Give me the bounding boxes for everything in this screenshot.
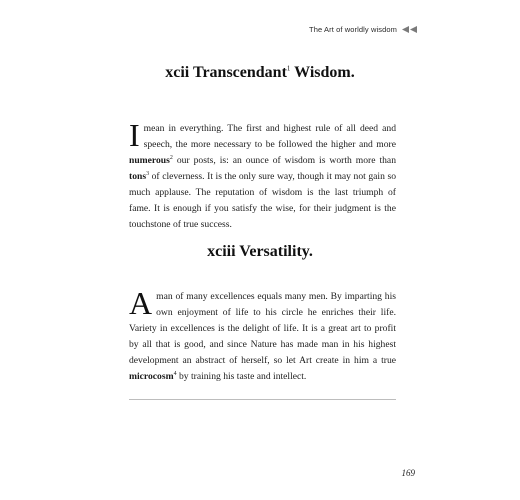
paragraph-transcendant-wisdom bbox=[129, 117, 396, 233]
section-title-xciii bbox=[0, 243, 520, 261]
drop-cap: A bbox=[129, 285, 153, 321]
section-divider bbox=[129, 399, 396, 400]
footnote-ref-1: 1 bbox=[286, 64, 291, 73]
text-segment: man of many excellences equals many men. By imparting his own enjoyment of life to his circle he enriches their life. Variety in excellences is the delight of life. It is a great art to profit by all that is good, and since Nature has made man in his highest development an abstract of herself, so let Art create in him a true bbox=[129, 291, 396, 366]
text-segment: mean in everything. The first and highest rule of all deed and speech, the more necessary to be followed the higher and more bbox=[143, 123, 396, 150]
section-title-text: Transcendant bbox=[192, 64, 287, 81]
section-title-end: Wisdom. bbox=[294, 64, 355, 81]
glossary-term-microcosm: microcosm bbox=[129, 371, 174, 382]
footnote-ref-4: 4 bbox=[173, 370, 177, 377]
section-number: xciii bbox=[207, 243, 236, 260]
glossary-term-tons: tons bbox=[129, 171, 147, 182]
text-segment: of cleverness. It is the only sure way, though it may not gain so much applause. The reputation of wisdom is the last triumph of fame. It is enough if you satisfy the wise, for their judgment is the touchstone of true success. bbox=[129, 171, 396, 230]
text-segment: our posts, is: an ounce of wisdom is worth more than bbox=[172, 155, 396, 166]
text-segment: by training his taste and intellect. bbox=[176, 371, 307, 382]
running-header-title: The Art of worldly wisdom bbox=[309, 25, 397, 34]
paragraph-versatility bbox=[129, 285, 396, 385]
running-header bbox=[309, 25, 417, 34]
section-number: xcii bbox=[165, 64, 190, 81]
section-title-text: Versatility. bbox=[239, 243, 313, 260]
double-left-triangle-icon bbox=[402, 26, 417, 33]
drop-cap: I bbox=[129, 117, 140, 153]
page-number: 169 bbox=[401, 468, 415, 478]
section-title-xcii bbox=[0, 64, 520, 82]
footnote-ref-2: 2 bbox=[169, 154, 173, 161]
footnote-ref-3: 3 bbox=[146, 170, 150, 177]
glossary-term-numerous: numerous bbox=[129, 155, 170, 166]
